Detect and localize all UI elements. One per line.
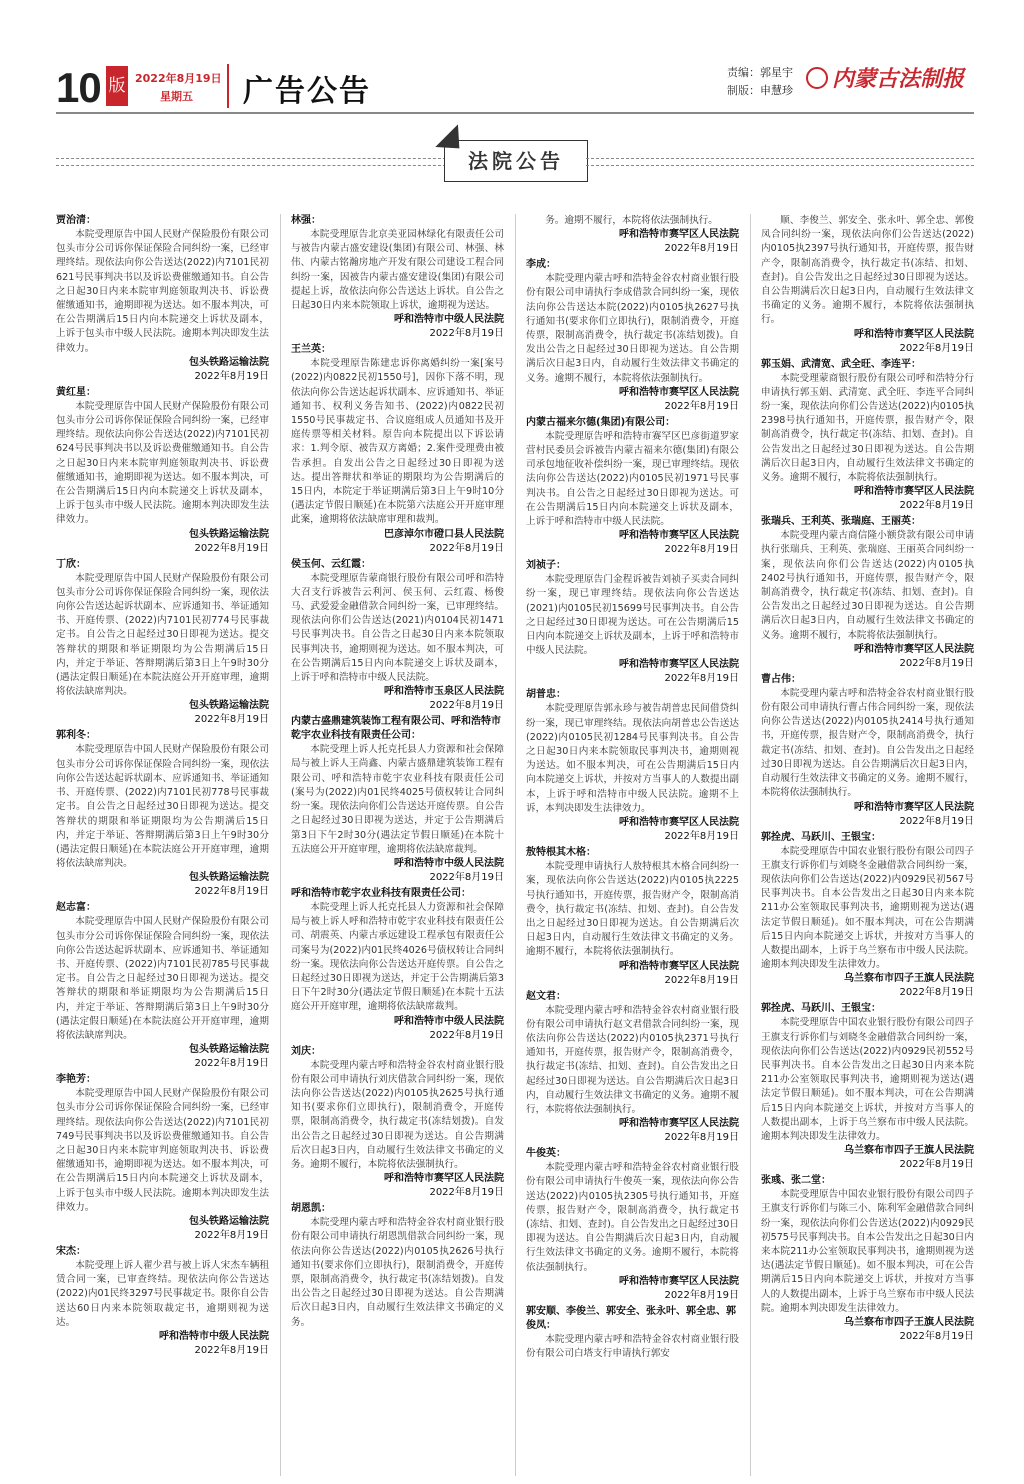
notice-court: 呼和浩特市中级人民法院 bbox=[394, 1015, 504, 1027]
notice-court: 呼和浩特市赛罕区人民法院 bbox=[854, 328, 974, 340]
notice-date: 2022年8月19日 bbox=[664, 400, 739, 412]
notice-body: 本院受理上诉人托克托县人力资源和社会保障局与被上诉人王尚鑫、内蒙古盛鼎建筑装饰工程有限公司、呼和浩特市乾宇农业科技有限责任公司(案号为(2022)内01民终4025号债权转让合同纠纷一案。现依法向你们公告送达开庭传票。自公告之日起经过30日即视为送达，并定于公告期满后第3日下午2时30分(遇法定节假日顺延)在本院十五法庭公开开庭审理，逾期将依法缺席裁判。 bbox=[291, 744, 504, 855]
notice-addressee: 刘庆： bbox=[291, 1045, 321, 1057]
court-notice bbox=[761, 1002, 974, 1172]
notice-addressee: 李艳芳： bbox=[56, 1074, 96, 1086]
notice-court: 呼和浩特市中级人民法院 bbox=[394, 314, 504, 326]
notice-court: 包头铁路运输法院 bbox=[189, 356, 269, 368]
notice-date: 2022年8月19日 bbox=[664, 1132, 739, 1144]
notice-date: 2022年8月19日 bbox=[194, 886, 269, 898]
notice-addressee: 呼和浩特市乾宇农业科技有限责任公司： bbox=[291, 887, 471, 899]
editor-name: 郭星宇 bbox=[760, 66, 793, 79]
court-notice bbox=[526, 1147, 739, 1303]
notice-body: 本院受理蒙商银行股份有限公司呼和浩特分行申请执行郭玉娟、武清宽、武全旺、李连平合同纠纷一案，现依法向你们公告送达(2022)内0105执2398号执行通知书，开庭传票，报告财产令，限制高消费令，执行裁定书(冻结、扣划、查封)。自公告发出之日起经过30日即视为送达。自公告期满后次日起3日内，自动履行生效法律文书确定的义务。逾期不履行，本院将依法强制执行。 bbox=[761, 372, 974, 484]
notice-body: 本院受理内蒙古呼和浩特金谷农村商业银行股份有限公司白塔支行申请执行郭安 bbox=[526, 1333, 739, 1359]
court-notice bbox=[526, 1305, 739, 1361]
notice-body: 务。逾期不履行，本院将依法强制执行。 bbox=[545, 215, 718, 226]
notice-date: 2022年8月19日 bbox=[194, 1229, 269, 1241]
notice-date: 2022年8月19日 bbox=[429, 328, 504, 340]
page-ban-label: 版 bbox=[106, 66, 128, 106]
notice-court: 呼和浩特市赛罕区人民法院 bbox=[619, 1275, 739, 1287]
issue-weekday: 星期五 bbox=[160, 90, 193, 103]
court-notice bbox=[526, 258, 739, 414]
court-notice bbox=[526, 990, 739, 1146]
notice-date: 2022年8月19日 bbox=[429, 871, 504, 883]
court-notice bbox=[56, 901, 269, 1071]
notice-court: 呼和浩特市赛罕区人民法院 bbox=[854, 643, 974, 655]
notice-body: 本院受理原告中国人民财产保险股份有限公司包头市分公司诉你保证保险合同纠纷一案，已经审理终结。现依法向你公告送达(2022)内7101民初624号民事判决书以及诉讼费催缴通知书。自公告之日起30日内来本院审判庭领取判决书、诉讼费催缴通知书，逾期即视为送达。如不服本判决，可在公告期满后15日内向本院递交上诉状及副本，上诉于包头市中级人民法院。逾期本判决即发生法律效力。 bbox=[56, 400, 269, 526]
column-4 bbox=[761, 214, 974, 1476]
notice-date: 2022年8月19日 bbox=[664, 243, 739, 255]
court-notice bbox=[56, 386, 269, 556]
notice-date: 2022年8月19日 bbox=[194, 542, 269, 554]
notice-addressee: 张彧、张二堂： bbox=[761, 1175, 831, 1187]
court-notice bbox=[761, 358, 974, 514]
court-notice bbox=[526, 688, 739, 844]
notice-court: 包头铁路运输法院 bbox=[189, 528, 269, 540]
court-notice bbox=[291, 1045, 504, 1201]
notice-date: 2022年8月19日 bbox=[664, 831, 739, 843]
court-notice bbox=[761, 673, 974, 829]
notice-court: 包头铁路运输法院 bbox=[189, 1215, 269, 1227]
notice-body: 本院受理内蒙古呼和浩特金谷农村商业银行股份有限公司申请执行赵文君借款合同纠纷一案，现依法向你公告送达(2022)内0105执2371号执行通知书，开庭传票，报告财产令，限制高消费令，执行裁定书(冻结、扣划、查封)。自公告发出之日起经过30日即视为送达。自公告期满后次日起3日内，自动履行生效法律文书确定的义务。逾期不履行，本院将依法强制执行。 bbox=[526, 1004, 739, 1115]
notice-court: 乌兰察布市四子王旗人民法院 bbox=[844, 1145, 974, 1157]
notice-addressee: 刘祯子： bbox=[526, 560, 566, 572]
notice-date: 2022年8月19日 bbox=[194, 714, 269, 726]
notice-body: 本院受理上诉人翟少君与被上诉人宋杰车辆租赁合同一案，已审查终结。现依法向你公告送达(2022)内01民终3297号民事裁定书。限你自公告送达60日内来本院领取裁定书，逾期则视为送达。 bbox=[56, 1259, 269, 1328]
notice-date: 2022年8月19日 bbox=[194, 1344, 269, 1356]
notice-date: 2022年8月19日 bbox=[664, 544, 739, 556]
notice-court: 包头铁路运输法院 bbox=[189, 872, 269, 884]
notice-addressee: 贾治清： bbox=[56, 215, 96, 226]
notice-addressee: 宋杰： bbox=[56, 1245, 86, 1257]
notice-date: 2022年8月19日 bbox=[899, 1330, 974, 1342]
notice-body: 本院受理上诉人托克托县人力资源和社会保障局与被上诉人呼和浩特市乾宇农业科技有限责任公司、胡震英、内蒙古承远建设工程承包有限责任公司案号为(2022)内01民终4026号债权转让合同纠纷一案。现依法向你公告送达开庭传票。自公告之日起经过30日即视为送达，并定于公告期满后第3日下午2时30分(遇法定节假日顺延)在本院十五法庭公开开庭审理，逾期将依法缺席裁判。 bbox=[291, 901, 504, 1013]
notice-addressee: 郭安顺、李俊兰、郭安全、张永叶、郭全忠、郭俊凤： bbox=[526, 1305, 736, 1331]
notice-court: 呼和浩特市赛罕区人民法院 bbox=[619, 960, 739, 972]
court-notice bbox=[56, 1245, 269, 1358]
notice-body: 本院受理原告中国人民财产保险股份有限公司包头市分公司诉你保证保险合同纠纷一案，现依法向你公告送达起诉状副本、应诉通知书、举证通知书、开庭传票、(2022)内7101民初778号民事裁定书。自公告之日起经过30日即视为送达。提交答辩状的期限和举证期限均为公告期满后15日内，并定于举证、答辩期满后第3日上午9时30分(遇法定假日顺延)在本院法庭公开开庭审理，逾期将依法缺席判决。 bbox=[56, 744, 269, 870]
producer-label: 制版： bbox=[727, 84, 760, 97]
notice-addressee: 牛俊英： bbox=[526, 1148, 566, 1160]
notice-addressee: 张瑞兵、王利英、张瑞庭、王丽英： bbox=[761, 516, 921, 528]
court-notice bbox=[291, 1202, 504, 1330]
notice-addressee: 王兰英： bbox=[291, 344, 331, 356]
masthead-divider bbox=[227, 64, 229, 108]
notice-body: 本院受理原告陈建忠诉你离婚纠纷一案[案号(2022)内0822民初1550号]，因你下落不明，现依法向你公告送达起诉状副本、应诉通知书、举证通知书、权利义务告知书、(2022)内0822民初1550号民事裁定书、合议庭组成人员通知书及开庭传票等相关材料。原告向本院提出以下诉讼请求：1.判令原、被告双方离婚；2.案件受理费由被告承担。自发出公告之日起经过30日即视为送达。提出答辩状和举证的期限均为公告期满后的15日内，本院定于举证期满后第3日上午9时10分(遇法定节假日顺延)在本院第六法庭公开开庭审理此案，逾期将依法缺席审理和裁判。 bbox=[291, 358, 504, 526]
notice-court: 包头铁路运输法院 bbox=[189, 1044, 269, 1056]
court-notice bbox=[56, 214, 269, 384]
banner-title: 法院公告 bbox=[444, 140, 588, 182]
notice-date: 2022年8月19日 bbox=[429, 542, 504, 554]
notice-addressee: 黄红星： bbox=[56, 386, 96, 398]
notice-body: 顺、李俊兰、郭安全、张永叶、郭全忠、郭俊凤合同纠纷一案，现依法向你们公告送达(2022)内0105执2397号执行通知书，开庭传票，报告财产令，限制高消费令，执行裁定书(冻结、扣划、查封)。自公告发出之日起经过30日即视为送达。自公告期满后次日起3日内，自动履行生效法律文书确定的义务。逾期不履行，本院将依法强制执行。 bbox=[761, 215, 974, 326]
notice-addressee: 侯玉何、云红霞： bbox=[291, 558, 371, 570]
notice-date: 2022年8月19日 bbox=[664, 974, 739, 986]
producer-name: 申慧珍 bbox=[760, 84, 793, 97]
court-notice bbox=[56, 729, 269, 899]
notice-addressee: 丁欣： bbox=[56, 558, 86, 570]
court-notice bbox=[526, 214, 739, 256]
court-notice bbox=[761, 1174, 974, 1344]
newspaper-logo bbox=[806, 62, 964, 93]
notice-court: 包头铁路运输法院 bbox=[189, 700, 269, 712]
notice-date: 2022年8月19日 bbox=[429, 700, 504, 712]
notice-body: 本院受理内蒙古呼和浩特金谷农村商业银行股份有限公司申请执行胡恩凯借款合同纠纷一案，现依法向你公告送达(2022)内0105执2626号执行通知书(要求你们立即执行)，限制消费令，开庭传票，限制高消费令，执行裁定书(冻结划拨)。自发出公告之日起经过30日即视为送达。自公告期满后次日起3日内，自动履行生效法律文书确定的义务。 bbox=[291, 1217, 504, 1328]
notice-body: 本院受理原告中国人民财产保险股份有限公司包头市分公司诉你保证保险合同纠纷一案，现依法向你公告送达起诉状副本、应诉通知书、举证通知书、开庭传票、(2022)内7101民初774号民事裁定书。自公告之日起经过30日即视为送达。提交答辩状的期限和举证期限均为公告期满后15日内，并定于举证、答辩期满后第3日上午9时30分(遇法定假日顺延)在本院法庭公开开庭审理，逾期将依法缺席判决。 bbox=[56, 572, 269, 698]
court-notice bbox=[761, 515, 974, 671]
notice-body: 本院受理原告中国农业银行股份有限公司四子王旗支行诉你们与刘晓冬金融借款合同纠纷一案，现依法向你们公告送达(2022)内0929民初567号民事判决书。自本公告发出之日起30日内来本院211办公室领取民事判决书，逾期则视为送达(遇法定节假日顺延)。如不服本判决，可在公告期满后15日内向本院递交上诉状，并按对方当事人的人数提出副本，上诉于乌兰察布市中级人民法院。逾期本判决即发生法律效力。 bbox=[761, 845, 974, 971]
masthead bbox=[0, 0, 1024, 120]
court-notice bbox=[291, 214, 504, 341]
notice-body: 本院受理原告门金程诉被告刘祯子买卖合同纠纷一案，现已审理终结。现依法向你公告送达(2021)内0105民初15699号民事判决书。自公告之日起经过30日即视为送达。可在公告期满后15日内向本院递交上诉状及副本，上诉于呼和浩特市中级人民法院。 bbox=[526, 574, 739, 657]
banner-line-right bbox=[586, 158, 974, 166]
notice-addressee: 郭拴虎、马跃川、王银宝： bbox=[761, 831, 881, 843]
notice-addressee: 林强： bbox=[291, 215, 321, 226]
logo-text: 内蒙古法制报 bbox=[832, 66, 965, 92]
notice-court: 巴彦淖尔市磴口县人民法院 bbox=[384, 528, 504, 540]
notice-court: 呼和浩特市赛罕区人民法院 bbox=[619, 530, 739, 542]
editor-label: 责编： bbox=[727, 66, 760, 79]
notice-addressee: 郭玉娟、武清宽、武全旺、李连平： bbox=[761, 358, 921, 370]
section-title: 广告公告 bbox=[243, 74, 371, 109]
column-3 bbox=[526, 214, 739, 1476]
notice-court: 呼和浩特市赛罕区人民法院 bbox=[854, 801, 974, 813]
court-notice bbox=[526, 846, 739, 987]
court-notice bbox=[291, 343, 504, 555]
notice-addressee: 敖特根其木格： bbox=[526, 847, 596, 859]
notice-body: 本院受理原告中国人民财产保险股份有限公司包头市分公司诉你保证保险合同纠纷一案，已经审理终结。现依法向你公告送达(2022)内7101民初621号民事判决书以及诉讼费催缴通知书。自公告之日起30日内来本院审判庭领取判决书、诉讼费催缴通知书，逾期即视为送达。如不服本判决，可在公告期满后15日内向本院递交上诉状及副本，上诉于包头市中级人民法院。逾期本判决即发生法律效力。 bbox=[56, 229, 269, 354]
section-banner bbox=[56, 136, 974, 188]
issue-date: 2022年8月19日 bbox=[135, 72, 222, 85]
notice-date: 2022年8月19日 bbox=[429, 1187, 504, 1199]
notice-addressee: 郭拴虎、马跃川、王银宝： bbox=[761, 1003, 881, 1015]
notice-body: 本院受理原告北京美亚园林绿化有限责任公司与被告内蒙古盛安建设(集团)有限公司、林强、林伟、内蒙古铭瀚房地产开发有限公司建设工程合同纠纷一案，因被告内蒙古盛安建设(集团)有限公司提起上诉，故依法向你公告送达上诉状。自公告之日起30日内来本院领取上诉状，逾期视为送达。 bbox=[291, 229, 504, 312]
notice-date: 2022年8月19日 bbox=[194, 1058, 269, 1070]
court-notice bbox=[56, 558, 269, 728]
notice-body: 本院受理内蒙古呼和浩特金谷农村商业银行股份有限公司申请执行李成借款合同纠纷一案，现依法向你公告送达本院(2022)内0105执2627号执行通知书(要求你们立即执行)，限制消费令，开庭传票，限制高消费令，执行裁定书(冻结划拨)。自发出公告之日起经过30日即视为送达。自公告期满后次日起3日内，自动履行生效法律文书确定的义务。逾期不履行，本院将依法强制执行。 bbox=[526, 273, 739, 384]
notice-court: 呼和浩特市赛罕区人民法院 bbox=[619, 386, 739, 398]
notice-addressee: 曹占伟： bbox=[761, 673, 801, 685]
notice-court: 呼和浩特市赛罕区人民法院 bbox=[619, 659, 739, 671]
notice-court: 呼和浩特市中级人民法院 bbox=[394, 857, 504, 869]
notice-body: 本院受理内蒙古商信隆小额贷款有限公司申请执行张瑞兵、王利英、张瑞庭、王丽英合同纠纷一案，现依法向你们公告送达(2022)内0105执2402号执行通知书，开庭传票，报告财产令，限制高消费令，执行裁定书(冻结、扣划、查封)。自公告发出之日起经过30日即视为送达。自公告期满后次日起3日内，自动履行生效法律文书确定的义务。逾期不履行，本院将依法强制执行。 bbox=[761, 530, 974, 641]
court-notice bbox=[526, 416, 739, 557]
notice-court: 呼和浩特市赛罕区人民法院 bbox=[384, 1173, 504, 1185]
notice-columns bbox=[56, 214, 974, 1476]
court-notice bbox=[761, 214, 974, 356]
notice-court: 呼和浩特市玉泉区人民法院 bbox=[384, 686, 504, 698]
notice-date: 2022年8月19日 bbox=[899, 987, 974, 999]
notice-date: 2022年8月19日 bbox=[664, 673, 739, 685]
notice-body: 本院受理内蒙古呼和浩特金谷农村商业银行股份有限公司申请执行牛俊英一案，现依法向你公告送达(2022)内0105执2305号执行通知书，开庭传票，报告财产令，限制高消费令，执行裁定书(冻结、扣划、查封)。自公告发出之日起经过30日即视为送达。自公告期满后次日起3日内，自动履行生效法律文书确定的义务。逾期不履行，本院将依法强制执行。 bbox=[526, 1162, 739, 1273]
notice-date: 2022年8月19日 bbox=[899, 500, 974, 512]
notice-court: 呼和浩特市赛罕区人民法院 bbox=[854, 486, 974, 498]
notice-addressee: 内蒙古盛鼎建筑装饰工程有限公司、呼和浩特市乾宇农业科技有限责任公司： bbox=[291, 716, 501, 742]
notice-date: 2022年8月19日 bbox=[899, 657, 974, 669]
notice-addressee: 赵文君： bbox=[526, 990, 566, 1002]
logo-emblem-icon bbox=[806, 67, 828, 89]
court-notice bbox=[526, 559, 739, 686]
notice-body: 本院受理原告中国农业银行股份有限公司四子王旗支行诉你们与陈三小、陈利军金融借款合同纠纷一案，现依法向你们公告送达(2022)内0929民初575号民事判决书。自本公告发出之日起30日内来本院211办公室领取民事判决书，逾期则视为送达(遇法定节假日顺延)。如不服本判决，可在公告期满后15日内向本院递交上诉状，并按对方当事人的人数提出副本，上诉于乌兰察布市中级人民法院。逾期本判决即发生法律效力。 bbox=[761, 1189, 974, 1314]
notice-addressee: 李成： bbox=[526, 259, 556, 271]
notice-body: 本院受理原告蒙商银行股份有限公司呼和浩特大召支行诉被告云利河、侯玉何、云红霞、杨俊马、武爱爱金融借款合同纠纷一案，已审理终结。现依法向你们公告送达(2021)内0104民初1471号民事判决书。自公告之日起30日内来本院领取民事判决书，逾期则视为送达。如不服本判决，可在公告期满后15日内向本院递交上诉状及副本，上诉于呼和浩特市中级人民法院。 bbox=[291, 572, 504, 684]
court-notice bbox=[291, 715, 504, 885]
column-1 bbox=[56, 214, 269, 1476]
notice-date: 2022年8月19日 bbox=[899, 342, 974, 354]
notice-body: 本院受理原告呼和浩特市赛罕区巴彦街道罗家营村民委员会诉被告内蒙古福来尔德(集团)有限公司承包地征收补偿纠纷一案，现已审理终结。现依法向你公告送达(2022)内0105民初1971号民事判决书。自公告之日起经过30日即视为送达。可在公告期满后15日内向本院递交上诉状及副本，上诉于呼和浩特市中级人民法院。 bbox=[526, 430, 739, 528]
column-2 bbox=[291, 214, 504, 1476]
notice-body: 本院受理内蒙古呼和浩特金谷农村商业银行股份有限公司申请执行刘庆借款合同纠纷一案，现依法向你公告送达(2022)内0105执2625号执行通知书(要求你们立即执行)，限制消费令，开庭传票，限制高消费令，执行裁定书(冻结划拨)。自发出公告之日起经过30日即视为送达。自公告期满后次日起3日内，自动履行生效法律文书确定的义务。逾期不履行，本院将依法强制执行。 bbox=[291, 1059, 504, 1170]
notice-court: 乌兰察布市四子王旗人民法院 bbox=[844, 973, 974, 985]
notice-court: 呼和浩特市赛罕区人民法院 bbox=[619, 229, 739, 241]
notice-addressee: 胡恩凯： bbox=[291, 1203, 331, 1215]
notice-body: 本院受理原告中国人民财产保险股份有限公司包头市分公司诉你保证保险合同纠纷一案，已经审理终结。现依法向你公告送达(2022)内7101民初749号民事判决书以及诉讼费催缴通知书。自公告之日起30日内来本院审判庭领取判决书、诉讼费催缴通知书，逾期即视为送达。如不服本判决，可在公告期满后15日内向本院递交上诉状及副本，上诉于包头市中级人民法院。逾期本判决即发生法律效力。 bbox=[56, 1088, 269, 1213]
notice-body: 本院受理原告郭永珍与被告胡普忠民间借贷纠纷一案，现已审理终结。现依法向胡普忠公告送达(2022)内0105民初1284号民事判决书。自公告之日起30日内来本院领取民事判决书，逾期则视为送达。如不服本判决，可在公告期满后15日内向本院递交上诉状，并按对方当事人的人数提出副本，上诉于呼和浩特市中级人民法院。逾期不上诉，本判决即发生法律效力。 bbox=[526, 703, 739, 814]
court-notice bbox=[291, 558, 504, 714]
notice-addressee: 内蒙古福来尔德(集团)有限公司： bbox=[526, 416, 676, 428]
notice-body: 本院受理原告中国农业银行股份有限公司四子王旗支行诉你们与刘晓冬金融借款合同纠纷一案，现依法向你们公告送达(2022)内0929民初552号民事判决书。自本公告发出之日起30日内来本院211办公室领取民事判决书，逾期则视为送达(遇法定节假日顺延)。如不服本判决，可在公告期满后15日内向本院递交上诉状，并按对方当事人的人数提出副本，上诉于乌兰察布市中级人民法院。逾期本判决即发生法律效力。 bbox=[761, 1017, 974, 1142]
notice-date: 2022年8月19日 bbox=[429, 1029, 504, 1041]
notice-date: 2022年8月19日 bbox=[664, 1289, 739, 1301]
header-rule bbox=[56, 112, 974, 114]
notice-court: 呼和浩特市赛罕区人民法院 bbox=[619, 1118, 739, 1130]
notice-body: 本院受理申请执行人敖特根其木格合同纠纷一案，现依法向你公告送达(2022)内0105执2225号执行通知书，开庭传票，报告财产令，限制高消费令，执行裁定书(冻结、扣划、查封)。自公告发出之日起经过30日即视为送达。自公告期满后次日起3日内，自动履行生效法律文书确定的义务。逾期不履行，本院将依法强制执行。 bbox=[526, 861, 739, 958]
notice-court: 呼和浩特市中级人民法院 bbox=[159, 1330, 269, 1342]
page-number: 10 bbox=[56, 64, 101, 111]
notice-addressee: 郭利冬： bbox=[56, 730, 96, 742]
notice-date: 2022年8月19日 bbox=[194, 370, 269, 382]
editor-info bbox=[727, 64, 793, 100]
court-notice bbox=[291, 887, 504, 1043]
notice-court: 呼和浩特市赛罕区人民法院 bbox=[619, 817, 739, 829]
notice-court: 乌兰察布市四子王旗人民法院 bbox=[844, 1316, 974, 1328]
notice-body: 本院受理原告中国人民财产保险股份有限公司包头市分公司诉你保证保险合同纠纷一案，现依法向你公告送达起诉状副本、应诉通知书、举证通知书、开庭传票、(2022)内7101民初785号民事裁定书。自公告之日起经过30日即视为送达。提交答辩状的期限和举证期限均为公告期满后15日内，并定于举证、答辩期满后第3日上午9时30分(遇法定假日顺延)在本院法庭公开开庭审理，逾期将依法缺席判决。 bbox=[56, 916, 269, 1041]
notice-addressee: 赵志富： bbox=[56, 902, 96, 914]
notice-date: 2022年8月19日 bbox=[899, 815, 974, 827]
court-notice bbox=[56, 1073, 269, 1243]
notice-body: 本院受理内蒙古呼和浩特金谷农村商业银行股份有限公司申请执行曹占伟合同纠纷一案，现依法向你公告送达(2022)内0105执2414号执行通知书，开庭传票，报告财产令，限制高消费令，执行裁定书(冻结、扣划、查封)。自公告发出之日起经过30日即视为送达。自公告期满后次日起3日内，自动履行生效法律文书确定的义务。逾期不履行，本院将依法强制执行。 bbox=[761, 687, 974, 799]
banner-line-left bbox=[56, 158, 446, 166]
notice-date: 2022年8月19日 bbox=[899, 1159, 974, 1171]
court-notice bbox=[761, 831, 974, 1001]
notice-addressee: 胡普忠： bbox=[526, 689, 566, 701]
